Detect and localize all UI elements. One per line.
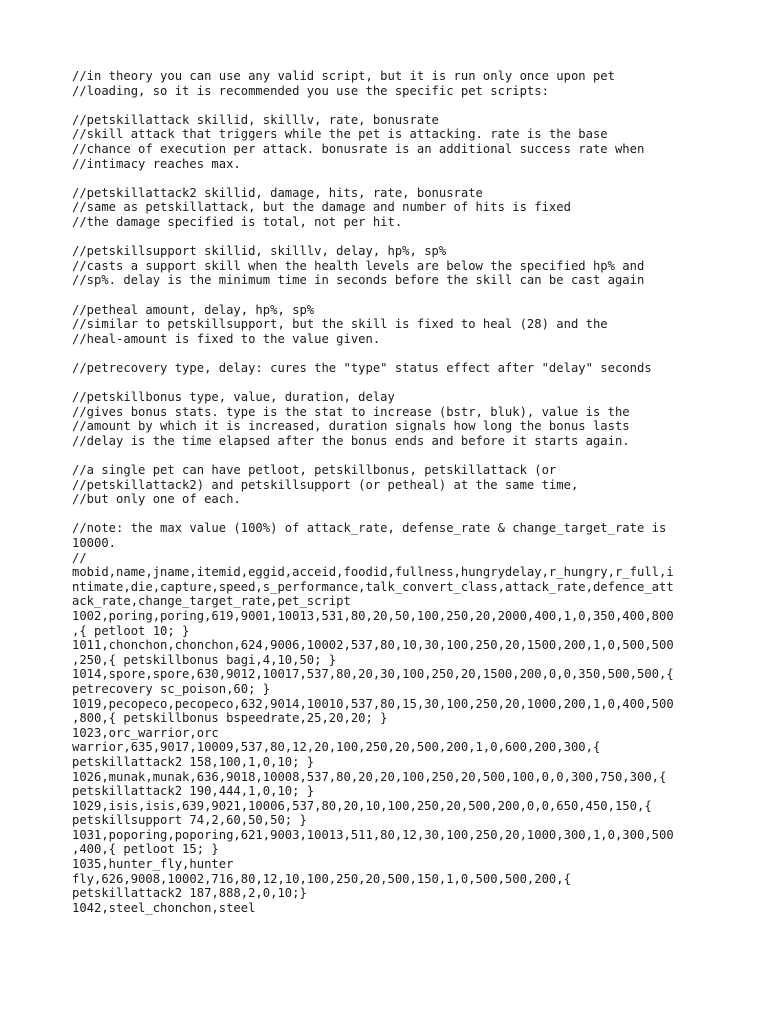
paragraph-gap — [72, 507, 696, 522]
text-line: //petheal amount, delay, hp%, sp% — [72, 302, 315, 317]
text-line: ack_rate,change_target_rate,pet_script — [72, 594, 351, 609]
text-line: 1011,chonchon,chonchon,624,9006,10002,537,80,10,30,100,250,20,1500,200,1,0,500,500 — [72, 638, 674, 653]
text-line: 1019,pecopeco,pecopeco,632,9014,10010,537,80,15,30,100,250,20,1000,200,1,0,400,500 — [72, 696, 674, 711]
text-paragraph — [72, 303, 696, 347]
text-line: //delay is the time elapsed after the bonus ends and before it starts again. — [72, 433, 630, 448]
paragraph-gap — [72, 448, 696, 463]
text-line: petskillattack2 187,888,2,0,10;} — [72, 886, 307, 901]
text-line: 1035,hunter_fly,hunter — [72, 857, 234, 872]
text-line: //skill attack that triggers while the pet is attacking. rate is the base — [72, 127, 608, 142]
document-text — [72, 69, 696, 915]
text-line: mobid,name,jname,itemid,eggid,acceid,foodid,fullness,hungrydelay,r_hungry,r_full,i — [72, 565, 674, 580]
text-line: //intimacy reaches max. — [72, 156, 241, 171]
text-line: // — [72, 550, 87, 565]
text-line: //gives bonus stats. type is the stat to increase (bstr, bluk), value is the — [72, 404, 630, 419]
text-line: 1026,munak,munak,636,9018,10008,537,80,20,20,100,250,20,500,100,0,0,300,750,300,{ — [72, 769, 667, 784]
text-line: //but only one of each. — [72, 492, 241, 507]
text-line: //heal-amount is fixed to the value given. — [72, 331, 381, 346]
text-line: //same as petskillattack, but the damage and number of hits is fixed — [72, 200, 571, 215]
text-line: 1002,poring,poring,619,9001,10013,531,80,20,50,100,250,20,2000,400,1,0,350,400,800 — [72, 608, 674, 623]
text-line: ,800,{ petskillbonus bspeedrate,25,20,20; } — [72, 711, 388, 726]
text-line: petskillattack2 190,444,1,0,10; } — [72, 784, 315, 799]
text-line: //casts a support skill when the health levels are below the specified hp% and — [72, 258, 645, 273]
paragraph-gap — [72, 346, 696, 361]
text-paragraph — [72, 463, 696, 507]
text-line: ,400,{ petloot 15; } — [72, 842, 219, 857]
text-line: petrecovery sc_poison,60; } — [72, 681, 271, 696]
text-paragraph — [72, 244, 696, 288]
text-line: petskillattack2 158,100,1,0,10; } — [72, 754, 315, 769]
text-line: //in theory you can use any valid script, but it is run only once upon pet — [72, 69, 615, 83]
paragraph-gap — [72, 288, 696, 303]
text-paragraph — [72, 390, 696, 448]
text-line: 1014,spore,spore,630,9012,10017,537,80,20,30,100,250,20,1500,200,0,0,350,500,500,{ — [72, 667, 674, 682]
text-line: //a single pet can have petloot, petskillbonus, petskillattack (or — [72, 463, 557, 478]
text-line: //petskillattack2) and petskillsupport (or petheal) at the same time, — [72, 477, 579, 492]
text-line: fly,626,9008,10002,716,80,12,10,100,250,20,500,150,1,0,500,500,200,{ — [72, 871, 571, 886]
text-line: ,250,{ petskillbonus bagi,4,10,50; } — [72, 652, 337, 667]
text-line: //the damage specified is total, not per hit. — [72, 214, 403, 229]
text-line: petskillsupport 74,2,60,50,50; } — [72, 813, 307, 828]
paragraph-gap — [72, 171, 696, 186]
text-line: 1029,isis,isis,639,9021,10006,537,80,20,10,100,250,20,500,200,0,0,650,450,150,{ — [72, 798, 652, 813]
text-line: //similar to petskillsupport, but the skill is fixed to heal (28) and the — [72, 317, 608, 332]
text-line: ,{ petloot 10; } — [72, 623, 190, 638]
text-line: //petskillattack2 skillid, damage, hits, rate, bonusrate — [72, 185, 483, 200]
text-line: //amount by which it is increased, duration signals how long the bonus lasts — [72, 419, 630, 434]
text-line: //petrecovery type, delay: cures the "type" status effect after "delay" seconds — [72, 360, 652, 375]
text-line: //petskillsupport skillid, skilllv, delay, hp%, sp% — [72, 244, 447, 259]
paragraph-gap — [72, 230, 696, 245]
text-line: //loading, so it is recommended you use the specific pet scripts: — [72, 83, 549, 98]
text-paragraph — [72, 113, 696, 171]
text-line: //note: the max value (100%) of attack_rate, defense_rate & change_target_rate is — [72, 521, 667, 536]
text-line: 1031,poporing,poporing,621,9003,10013,511,80,12,30,100,250,20,1000,300,1,0,300,500 — [72, 827, 674, 842]
text-line: //petskillbonus type, value, duration, delay — [72, 390, 395, 405]
text-paragraph — [72, 69, 696, 98]
text-line: //sp%. delay is the minimum time in seconds before the skill can be cast again — [72, 273, 645, 288]
text-line: ntimate,die,capture,speed,s_performance,talk_convert_class,attack_rate,defence_att — [72, 579, 674, 594]
text-line: //chance of execution per attack. bonusrate is an additional success rate when — [72, 141, 645, 156]
text-line: warrior,635,9017,10009,537,80,12,20,100,250,20,500,200,1,0,600,200,300,{ — [72, 740, 601, 755]
text-line: 10000. — [72, 536, 117, 550]
text-paragraph — [72, 521, 696, 915]
paragraph-gap — [72, 98, 696, 113]
text-paragraph — [72, 361, 696, 376]
text-line: 1023,orc_warrior,orc — [72, 725, 219, 740]
text-paragraph — [72, 186, 696, 230]
paragraph-gap — [72, 375, 696, 390]
text-line: //petskillattack skillid, skilllv, rate, bonusrate — [72, 112, 439, 127]
text-line: 1042,steel_chonchon,steel — [72, 900, 256, 915]
